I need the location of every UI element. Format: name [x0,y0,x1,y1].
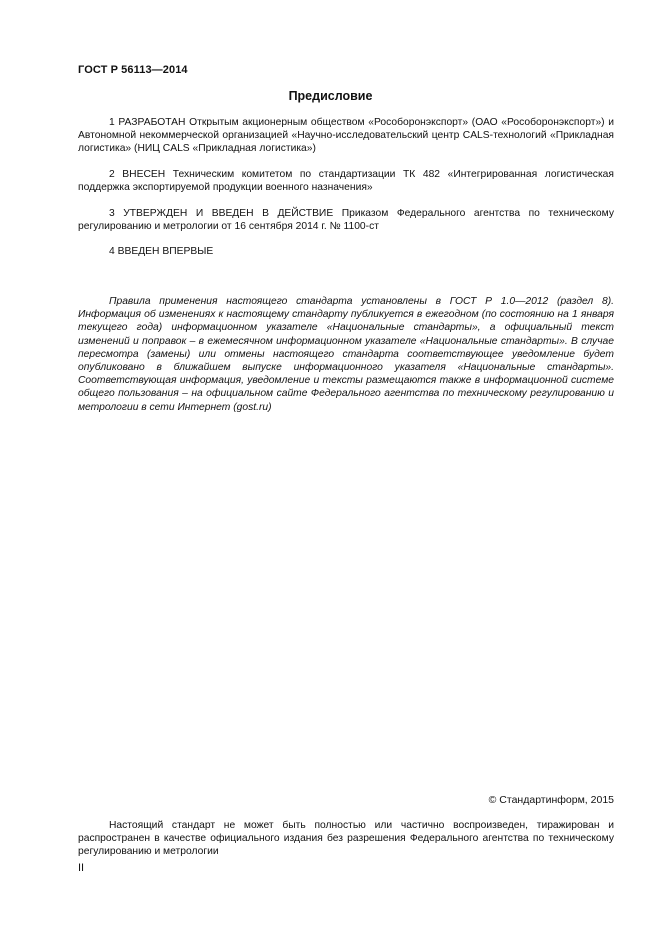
copyright-line: © Стандартинформ, 2015 [488,794,614,806]
page-number: II [78,862,85,874]
item-approved: 3 УТВЕРЖДЕН И ВВЕДЕН В ДЕЙСТВИЕ Приказом Федерального агентства по техническому регулированию и метрологии от 16 сентября 2014 г. № 1100-ст [78,208,614,233]
item-developed: 1 РАЗРАБОТАН Открытым акционерным обществом «Рособоронэкспорт» (ОАО «Рособоронэкспорт») и Автономной некоммерческой организацией «Научно-исследовательский центр CALS-технологий «Прикладная логистика» (НИЦ CALS «Прикладная логистика») [78,117,614,155]
page-title: Предисловие [288,89,373,103]
standard-code: ГОСТ Р 56113—2014 [78,64,188,76]
notice-paragraph: Правила применения настоящего стандарта установлены в ГОСТ Р 1.0—2012 (раздел 8). Информация об изменениях к настоящему стандарту публикуется в ежегодном (по состоянию на 1 января текущего года) информационном указателе «Национальные стандарты», а официальный текст изменений и поправок – в ежемесячном информационном указателе «Национальные стандарты». В случае пересмотра (замены) или отмены настоящего стандарта соответствующее уведомление будет опубликовано в ближайшем выпуске информационного указателя «Национальные стандарты». Соответствующая информация, уведомление и тексты размещаются также в информационной системе общего пользования – на официальном сайте Федерального агентства по техническому регулированию и метрологии в сети Интернет (gost.ru) [78,296,614,413]
reproduction-notice: Настоящий стандарт не может быть полностью или частично воспроизведен, тиражирован и распространен в качестве официального издания без разрешения Федерального агентства по техническому регулированию и метрологии [78,820,614,858]
item-introduced: 2 ВНЕСЕН Техническим комитетом по стандартизации ТК 482 «Интегрированная логистическая поддержка экспортируемой продукции военного назначения» [78,169,614,194]
item-first-introduced: 4 ВВЕДЕН ВПЕРВЫЕ [109,246,214,257]
